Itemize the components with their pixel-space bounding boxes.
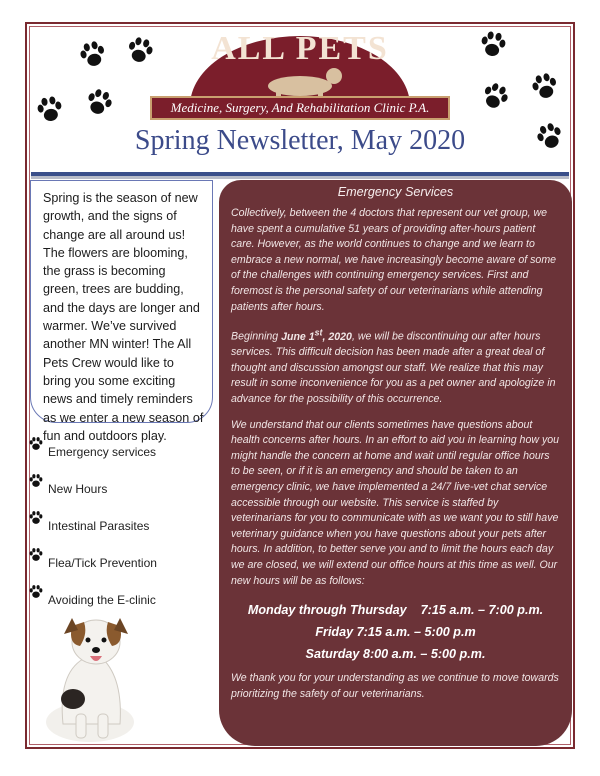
paw-bullet-icon <box>28 436 44 452</box>
paw-bullet-icon <box>28 584 44 600</box>
topic-label: Flea/Tick Prevention <box>48 556 157 570</box>
paragraph: Collectively, between the 4 doctors that represent our vet group, we have spent a cumulative 51 years of providing after-hours patient care. However, as the world continues to change and we learn to embrace a new normal, we have increasingly become aware of some of the challenges with continuing emergency services. First and foremost is the personal safety of our veterinarians while attending patients after hours. <box>231 207 557 313</box>
paragraph <box>231 325 560 408</box>
intro-text: Spring is the season of new growth, and the signs of change are all around us! The flowers are blooming, the grass is becoming green, trees are budding, and the days are longer and warmer. We’ve survived another MN winter! The All Pets Crew would like to bring you some exciting news and timely reminders as we enter a new season of fun and outdoors play. <box>43 191 204 443</box>
logo-text: ALL PETS <box>211 30 389 67</box>
paw-print-icon <box>476 28 511 63</box>
paw-bullet-icon <box>28 547 44 563</box>
hours-line: Monday through Thursday 7:15 a.m. – 7:00 p.m. <box>247 603 544 618</box>
paw-print-icon <box>33 93 68 128</box>
intro-box <box>30 180 213 443</box>
date-text: June 1 <box>281 330 315 343</box>
emergency-services-panel <box>219 180 572 746</box>
hours-line: Friday 7:15 a.m. – 5:00 p.m <box>315 625 476 640</box>
topic-item <box>28 510 218 547</box>
paragraph: We understand that our clients sometimes have questions about health concerns after hours. In an effort to aid you in learning how you might handle the concern at home and wait until regular office hours to be seen, or if it is an emergency and should be taken to an emergency clinic, we have implemented a 24/7 live-vet chat service accessible through our website. This service is staffed by veterinarians for you to communicate with as we want you to still have veterinary guidance when you have questions about your pets after hours. In addition, to better serve you and to limit the hours each day we are closed, we will extend our office hours at this time as well. Our new hours will be as follows: <box>231 418 560 587</box>
topic-item <box>28 473 218 510</box>
paw-bullet-icon <box>28 473 44 489</box>
date-year: , 2020 <box>322 330 352 343</box>
page-title: Spring Newsletter, May 2020 <box>134 125 466 156</box>
topic-item <box>28 436 218 473</box>
topic-list <box>28 436 218 621</box>
text-run: , we will be discontinuing our after hours services. This difficult decision has been made after a great deal of thought and discussion amongst our staff. We realize that this may result in some inconvenience for you as a pet owner and apologize in advance for the possibility of this occurrence. <box>231 330 556 406</box>
paragraph: We thank you for your understanding as we continue to move towards prioritizing the safety of our veterinarians. <box>231 672 559 700</box>
office-hours <box>231 599 560 665</box>
divider <box>31 176 569 179</box>
topic-label: Avoiding the E-clinic <box>48 593 156 607</box>
dog-photo <box>28 604 153 744</box>
topic-label: Intestinal Parasites <box>48 519 150 533</box>
date-sup: st <box>314 327 323 338</box>
topic-label: New Hours <box>48 482 108 496</box>
text-run: Beginning <box>231 330 282 343</box>
hours-line: Saturday 8:00 a.m. – 5:00 p.m. <box>305 647 486 662</box>
paw-bullet-icon <box>28 510 44 526</box>
logo-tagline: Medicine, Surgery, And Rehabilitation Clinic P.A. <box>150 96 450 120</box>
panel-heading: Emergency Services <box>337 185 454 199</box>
topic-label: Emergency services <box>48 445 157 459</box>
topic-item <box>28 547 218 584</box>
